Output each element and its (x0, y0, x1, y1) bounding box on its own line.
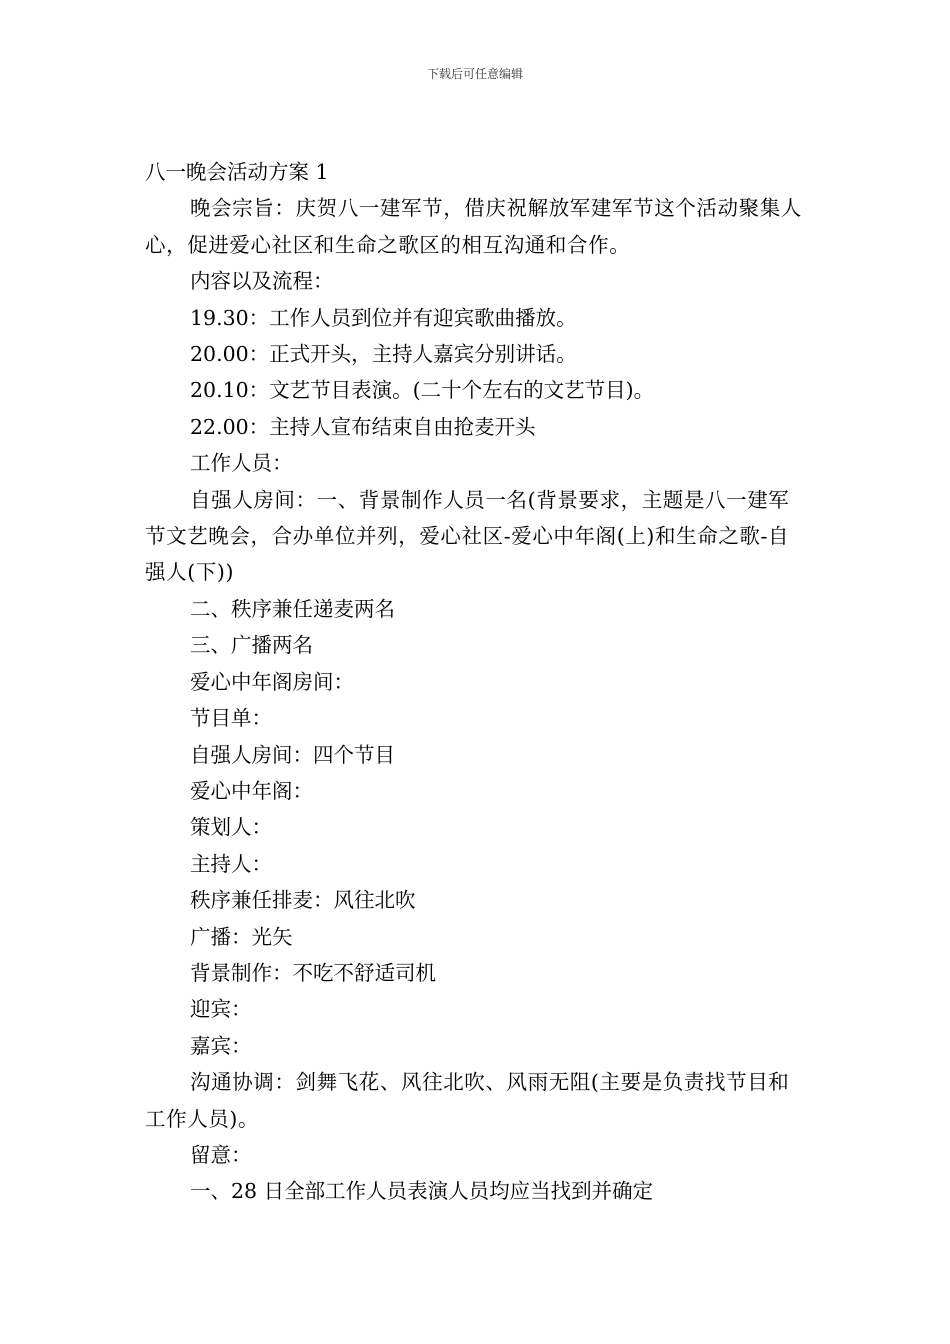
paragraph-staff-order: 二、秩序兼任递麦两名 (190, 596, 395, 621)
paragraph-notice-1: 一、28 日全部工作人员表演人员均应当找到并确定 (190, 1179, 654, 1204)
paragraph-room-aixin: 爱心中年阁房间： (190, 669, 354, 694)
paragraph-coordination: 沟通协调：剑舞飞花、风往北吹、风雨无阻(主要是负责找节目和工作人员)。 (145, 1070, 790, 1131)
paragraph-guests: 嘉宾： (190, 1033, 252, 1058)
paragraph-broadcast: 广播：光矢 (190, 924, 293, 949)
paragraph-schedule-2000: 20.00：正式开头，主持人嘉宾分别讲话。 (190, 342, 577, 367)
page-header-note: 下载后可任意编辑 (426, 67, 523, 81)
paragraph-background: 背景制作：不吃不舒适司机 (190, 960, 436, 985)
paragraph-notice: 留意： (190, 1142, 252, 1167)
paragraph-staff-broadcast: 三、广播两名 (190, 633, 313, 658)
paragraph-host: 主持人： (190, 851, 272, 876)
paragraph-program-aixin: 爱心中年阁： (190, 778, 313, 803)
paragraph-welcome: 迎宾： (190, 997, 252, 1022)
document-body (145, 154, 810, 1210)
paragraph-order-mic: 秩序兼任排麦：风往北吹 (190, 888, 416, 913)
document-title: 八一晚会活动方案 1 (145, 160, 329, 184)
paragraph-purpose: 晚会宗旨：庆贺八一建军节，借庆祝解放军建军节这个活动聚集人心，促进爱心社区和生命之歌区的相互沟通和合作。 (145, 196, 802, 257)
paragraph-staff-room: 自强人房间：一、背景制作人员一名(背景要求，主题是八一建军节文艺晚会，合办单位并列，爱心社区-爱心中年阁(上)和生命之歌-自强人(下)) (145, 487, 790, 585)
paragraph-program-list: 节目单： (190, 706, 272, 731)
paragraph-schedule-2010: 20.10：文艺节目表演。(二十个左右的文艺节目)。 (190, 378, 655, 403)
paragraph-flow-heading: 内容以及流程： (190, 269, 334, 294)
paragraph-schedule-2200: 22.00：主持人宣布结束自由抢麦开头 (190, 414, 536, 439)
paragraph-planner: 策划人： (190, 815, 272, 840)
paragraph-staff-heading: 工作人员： (190, 451, 293, 476)
paragraph-schedule-1930: 19.30：工作人员到位并有迎宾歌曲播放。 (190, 305, 577, 330)
paragraph-program-ziqiang: 自强人房间：四个节目 (190, 742, 395, 767)
